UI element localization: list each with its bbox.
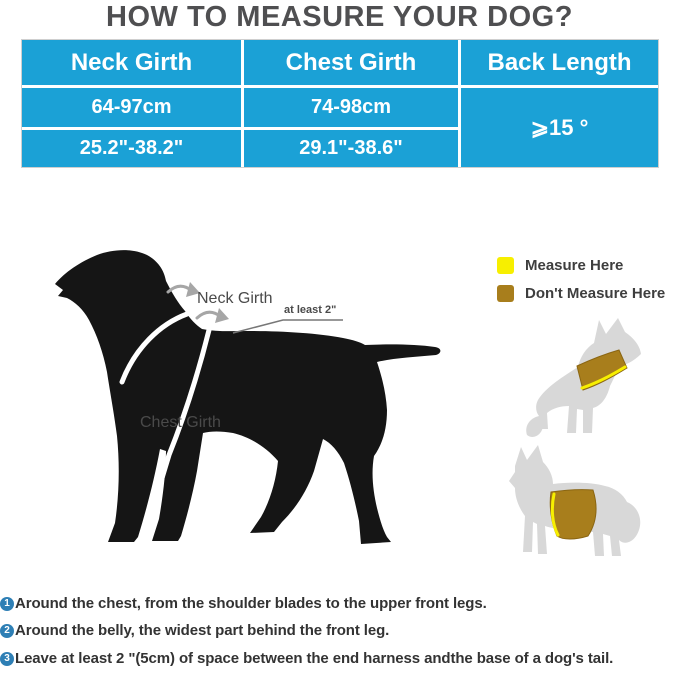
table-cell-chest-cm: 74-98cm (244, 88, 458, 127)
table-header-back-length: Back Length (461, 40, 658, 85)
table-header-chest-girth: Chest Girth (244, 40, 458, 85)
dont-measure-here-swatch (497, 285, 514, 302)
size-table (22, 40, 658, 167)
dont-measure-here-label: Don't Measure Here (525, 285, 666, 302)
note-text: Leave at least 2 "(5cm) of space between the end harness andthe base of a dog's tail. (15, 650, 614, 667)
table-cell-back-length: ⩾15 ° (461, 88, 658, 167)
measure-here-label: Measure Here (525, 257, 624, 274)
note-item (0, 622, 679, 639)
note-item (0, 595, 679, 612)
page-title: HOW TO MEASURE YOUR DOG? (106, 1, 573, 33)
table-cell-chest-inches: 29.1"-38.6" (244, 130, 458, 167)
measure-here-swatch (497, 257, 514, 274)
table-header-neck-girth: Neck Girth (22, 40, 241, 85)
table-cell-neck-cm: 64-97cm (22, 88, 241, 127)
legend (497, 257, 665, 313)
legend-item-dont-measure-here (497, 285, 665, 302)
neck-example-dog-graphic (515, 316, 650, 451)
note-text: Around the chest, from the shoulder blades to the upper front legs. (15, 595, 487, 612)
chest-girth-label: Chest Girth (140, 414, 221, 431)
note-text: Around the belly, the widest part behind the front leg. (15, 622, 390, 639)
legend-item-measure-here (497, 257, 665, 274)
note-number-badge: 3 (0, 652, 14, 666)
note-item (0, 650, 679, 667)
neck-girth-label: Neck Girth (197, 290, 273, 307)
wrap-arrow-head-icon (215, 308, 229, 323)
note-number-badge: 2 (0, 624, 14, 638)
table-cell-neck-inches: 25.2"-38.2" (22, 130, 241, 167)
clearance-label: at least 2" (284, 304, 337, 316)
belly-example-dog-graphic (505, 444, 645, 566)
note-number-badge: 1 (0, 597, 14, 611)
